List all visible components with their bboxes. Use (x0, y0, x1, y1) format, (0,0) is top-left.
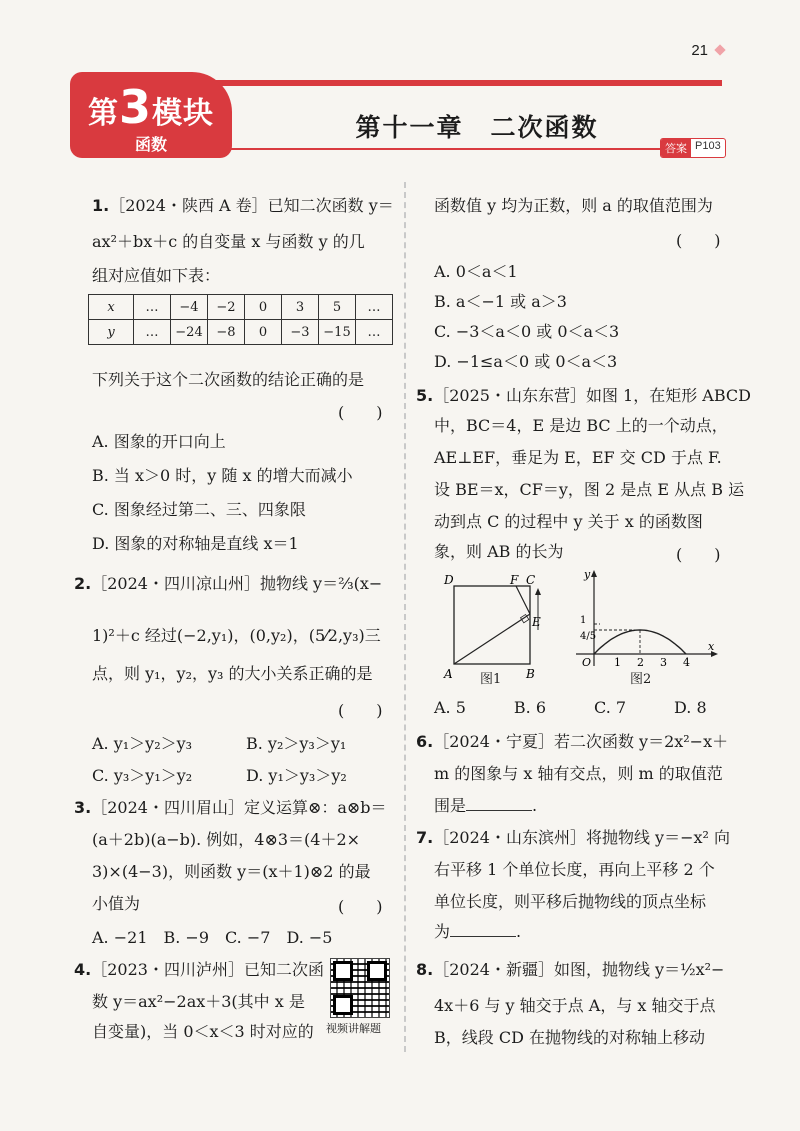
label-c: C (526, 573, 536, 587)
table-cell: 0 (245, 295, 282, 320)
left-line (92, 664, 373, 684)
header-top-bar (210, 80, 722, 86)
table-row (89, 320, 393, 345)
line-text: ［2024・陕西 A 卷］已知二次函数 y＝ (109, 196, 394, 215)
question-number: 3. (74, 798, 92, 817)
table-cell: x (89, 295, 134, 320)
line-text: 下列关于这个二次函数的结论正确的是 (92, 370, 365, 389)
x-axis-label: x (708, 640, 715, 653)
line-text: 小值为 (92, 894, 141, 913)
table-cell: −15 (319, 320, 356, 345)
question-number: 4. (74, 960, 92, 979)
answer-parentheses[interactable]: ( ) (338, 701, 383, 720)
right-line (434, 262, 518, 282)
left-line (92, 766, 192, 786)
right-line: 为 . (434, 922, 522, 941)
right-line (434, 1028, 705, 1048)
line-text: 右平移 1 个单位长度，再向上平移 2 个 (434, 860, 715, 879)
chapter-title: 第十一章 二次函数 (355, 113, 599, 142)
line-text: B，线段 CD 在抛物线的对称轴上移动 (434, 1028, 706, 1047)
label-d: D (444, 573, 454, 587)
header-bottom-line (210, 148, 722, 150)
line-text: 组对应值如下表： (92, 266, 221, 285)
left-line (92, 266, 220, 286)
y-axis-label: y (584, 568, 591, 581)
answer-blank[interactable] (466, 796, 532, 811)
module-title: 第3模块 (87, 80, 214, 134)
left-line (74, 798, 387, 818)
module-badge (70, 72, 232, 158)
line-text: ［2024・四川凉山州］抛物线 y＝⅔(x− (91, 574, 383, 593)
answer-blank[interactable] (450, 922, 516, 937)
right-line (434, 892, 706, 912)
line-text: m 的图象与 x 轴有交点，则 m 的取值范 (434, 764, 723, 783)
line-text: C. −3＜a＜0 或 0＜a＜3 (434, 322, 620, 341)
answer-tag-key: 答案 (661, 139, 691, 157)
left-line (92, 432, 226, 452)
left-line (92, 830, 360, 850)
question-number: 6. (416, 732, 434, 751)
line-text: A. 图象的开口向上 (92, 432, 226, 451)
right-line (416, 960, 724, 980)
right-line: 围是 . (434, 796, 538, 815)
y-axis-arrow (591, 570, 597, 577)
answer-parentheses[interactable]: ( ) (676, 231, 721, 250)
left-line (246, 734, 346, 754)
value-table (88, 294, 393, 345)
right-line (434, 480, 744, 500)
y-tick-label: 1 (580, 615, 587, 626)
left-line (92, 862, 371, 882)
right-line (434, 292, 567, 312)
line-text: 中，BC＝4，E 是边 BC 上的一个动点， (434, 416, 728, 435)
line-text: 为 (434, 922, 451, 941)
rectangle-abcd (454, 586, 530, 664)
table-cell: y (89, 320, 134, 345)
table-cell: 0 (245, 320, 282, 345)
figure-2-graph (572, 566, 722, 670)
line-text: 围是 (434, 796, 467, 815)
label-b: B (526, 667, 535, 681)
left-line (92, 232, 365, 252)
line-text: 动到点 C 的过程中 y 关于 x 的函数图 (434, 512, 703, 531)
right-line (434, 196, 713, 216)
answer-page-tag (660, 138, 726, 158)
left-line (92, 370, 364, 390)
line-text: D. y₁＞y₃＞y₂ (246, 766, 347, 785)
figure-2-caption: 图2 (630, 672, 652, 687)
left-line (74, 960, 324, 980)
x-tick-label: 2 (637, 656, 644, 669)
label-e: E (532, 615, 541, 629)
left-line (92, 992, 305, 1012)
table-cell: −2 (208, 295, 245, 320)
answer-parentheses[interactable]: ( ) (338, 897, 383, 916)
question-number: 5. (416, 386, 434, 405)
left-line (92, 626, 381, 646)
left-line (92, 534, 299, 554)
right-line (434, 448, 722, 468)
page-number-ornament (714, 44, 725, 55)
line-text: C. y₃＞y₁＞y₂ (92, 766, 193, 785)
right-line (434, 512, 703, 532)
question-number: 2. (74, 574, 92, 593)
answer-tag-page: P103 (695, 140, 721, 152)
line-text: 单位长度，则平移后抛物线的顶点坐标 (434, 892, 707, 911)
qr-code-icon[interactable] (330, 958, 390, 1018)
line-text: B. 当 x＞0 时，y 随 x 的增大而减小 (92, 466, 353, 485)
line-text: AE⊥EF，垂足为 E，EF 交 CD 于点 F. (434, 448, 722, 467)
table-cell: −4 (171, 295, 208, 320)
segment-ae (454, 614, 530, 664)
x-tick-label: 3 (660, 656, 667, 669)
right-line (434, 542, 564, 562)
table-cell: −3 (282, 320, 319, 345)
right-line (434, 698, 707, 718)
figure-1-caption: 图1 (480, 672, 502, 687)
right-line (434, 764, 723, 784)
table-cell: −24 (171, 320, 208, 345)
line-text: 数 y＝ax²−2ax＋3(其中 x 是 (92, 992, 305, 1011)
line-text: 设 BE＝x，CF＝y，图 2 是点 E 从点 B 运 (434, 480, 745, 499)
line-text: A. 0＜a＜1 (434, 262, 518, 281)
line-text: ax²＋bx＋c 的自变量 x 与函数 y 的几 (92, 232, 365, 251)
table-cell: −8 (208, 320, 245, 345)
column-divider (404, 182, 406, 1052)
line-text: (a＋2b)(a−b). 例如，4⊗3＝(4＋2× (92, 830, 361, 849)
right-line (416, 732, 728, 752)
line-text: ［2024・宁夏］若二次函数 y＝2x²−x＋ (433, 732, 729, 751)
left-line (92, 928, 332, 948)
line-text: A. y₁＞y₂＞y₃ (92, 734, 193, 753)
line-text: 自变量)，当 0＜x＜3 时对应的 (92, 1022, 314, 1041)
right-line (434, 860, 715, 880)
qr-label: 视频讲解题 (326, 1022, 381, 1035)
x-tick-label: 4 (683, 656, 690, 669)
question-number: 7. (416, 828, 434, 847)
line-text: 象，则 AB 的长为 (434, 542, 564, 561)
table-cell: 3 (282, 295, 319, 320)
answer-parentheses[interactable]: ( ) (676, 545, 721, 564)
right-line (416, 828, 730, 848)
question-number: 8. (416, 960, 434, 979)
right-line (434, 352, 617, 372)
question-number: 1. (92, 196, 110, 215)
line-text: ［2025・山东东营］如图 1，在矩形 ABCD (433, 386, 751, 405)
module-subtitle: 函数 (134, 135, 167, 154)
label-a: A (444, 667, 453, 681)
line-text: D. −1≤a＜0 或 0＜a＜3 (434, 352, 618, 371)
left-line (74, 574, 382, 594)
left-line (92, 1022, 314, 1042)
table-cell: … (356, 295, 393, 320)
right-line (434, 416, 728, 436)
line-text: A. 5 B. 6 C. 7 D. 8 (434, 698, 707, 717)
line-text: A. −21 B. −9 C. −7 D. −5 (92, 928, 333, 947)
left-line (246, 766, 347, 786)
table-cell: … (134, 295, 171, 320)
line-text: C. 图象经过第二、三、四象限 (92, 500, 306, 519)
left-line (92, 734, 192, 754)
segment-ef (516, 586, 530, 614)
table-row (89, 295, 393, 320)
right-line (434, 322, 619, 342)
left-line (92, 466, 353, 486)
left-line (92, 894, 140, 914)
table-cell: … (134, 320, 171, 345)
line-text: D. 图象的对称轴是直线 x＝1 (92, 534, 299, 553)
line-text: 3)×(4−3)，则函数 y＝(x＋1)⊗2 的最 (92, 862, 371, 881)
line-text: 4x＋6 与 y 轴交于点 A，与 x 轴交于点 (434, 996, 716, 1015)
line-text: 1)²＋c 经过(−2,y₁)，(0,y₂)，(5⁄2,y₃)三 (92, 626, 381, 645)
line-text: ［2024・四川眉山］定义运算⊗：a⊗b＝ (91, 798, 387, 817)
left-line (92, 196, 394, 216)
left-line (92, 500, 306, 520)
line-text: B. y₂＞y₃＞y₁ (246, 734, 347, 753)
line-text: ［2024・山东滨州］将抛物线 y＝−x² 向 (433, 828, 730, 847)
line-text: ［2024・新疆］如图，抛物线 y＝½x²− (433, 960, 725, 979)
page-number: 21 (691, 42, 708, 59)
line-text: 点，则 y₁，y₂，y₃ 的大小关系正确的是 (92, 664, 373, 683)
right-line (416, 386, 751, 406)
table-cell: … (356, 320, 393, 345)
answer-parentheses[interactable]: ( ) (338, 403, 383, 422)
origin-label: O (582, 656, 592, 669)
label-f: F (510, 573, 519, 587)
table-cell: 5 (319, 295, 356, 320)
y-tick-label: 4/5 (580, 631, 597, 642)
line-text: 函数值 y 均为正数，则 a 的取值范围为 (434, 196, 713, 215)
right-line (434, 996, 716, 1016)
line-text: ［2023・四川泸州］已知二次函 (91, 960, 324, 979)
motion-arrowhead (535, 588, 541, 595)
x-tick-label: 1 (614, 656, 621, 669)
line-text: B. a＜−1 或 a＞3 (434, 292, 567, 311)
